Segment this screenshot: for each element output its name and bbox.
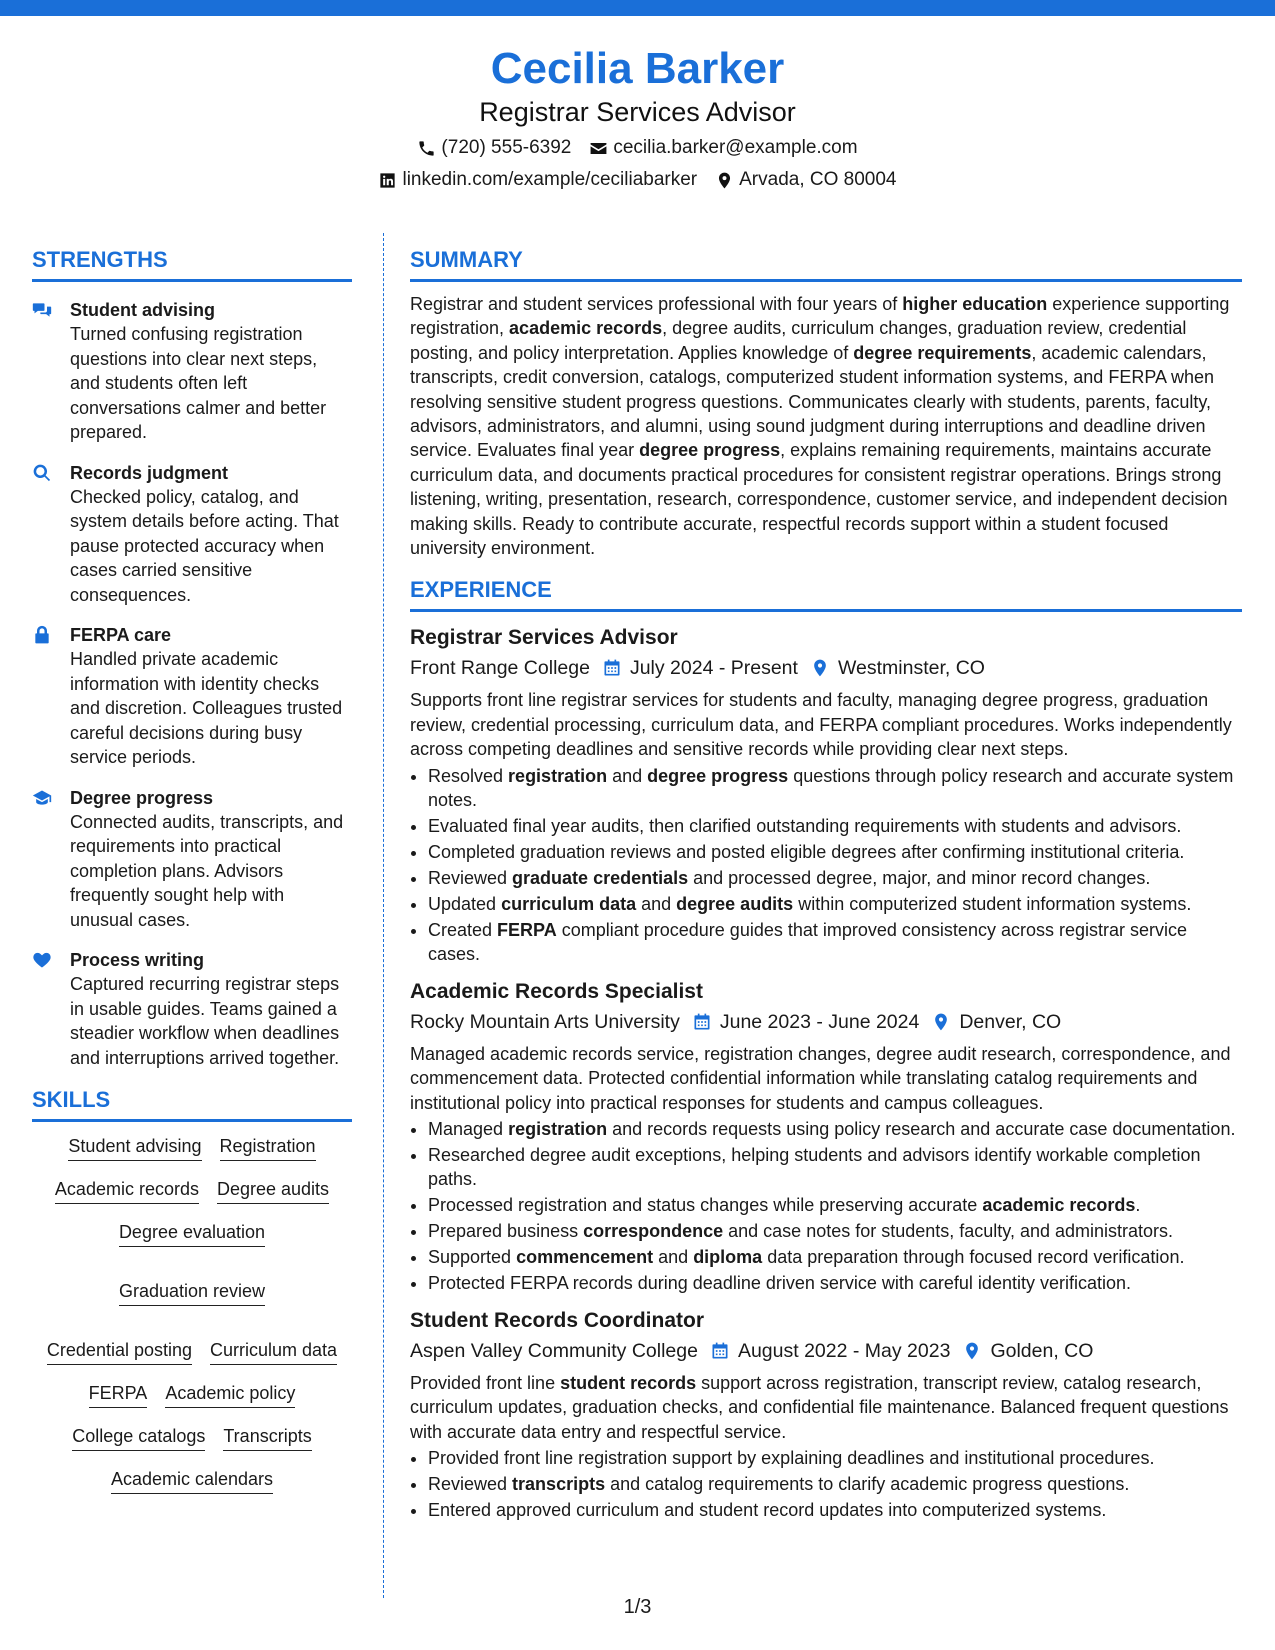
bullet-item: • Updated curriculum data and degree audits within computerized student information systems. [428, 892, 1242, 916]
candidate-name: Cecilia Barker [490, 44, 785, 93]
job-company: Rocky Mountain Arts University [410, 1010, 680, 1033]
bold-keyword: degree progress [647, 765, 789, 786]
skill-tag: Academic records [55, 1177, 199, 1204]
bullet-item: • Provided front line registration support by explaining deadlines and institutional procedures. [428, 1446, 1242, 1470]
job-bullets [410, 1117, 1242, 1295]
bullet-item: • Entered approved curriculum and student record updates into computerized systems. [428, 1498, 1242, 1522]
calendar-icon [710, 1341, 730, 1361]
skill-tag: Academic policy [165, 1381, 295, 1408]
resume-header [0, 42, 1275, 192]
job-company: Aspen Valley Community College [410, 1339, 698, 1362]
bold-keyword: transcripts [512, 1474, 606, 1495]
summary-heading: SUMMARY [410, 246, 1242, 282]
lock-icon [32, 625, 52, 645]
map-pin-icon [931, 1012, 951, 1032]
bold-keyword: FERPA [497, 919, 557, 940]
bullet-item: • Supported commencement and diploma data preparation through focused record verification. [428, 1245, 1242, 1269]
calendar-icon [602, 658, 622, 678]
strength-title: Degree progress [70, 787, 214, 808]
job-dates: August 2022 - May 2023 [737, 1339, 951, 1362]
skill-tag: Transcripts [223, 1424, 311, 1451]
job-title: Registrar Services Advisor [410, 626, 678, 650]
strength-desc: Checked policy, catalog, and system details before acting. That pause protected accuracy when cases carried sensitive consequences. [70, 486, 339, 605]
linkedin-contact[interactable] [378, 168, 697, 192]
bold-keyword: academic records [982, 1194, 1136, 1215]
skill-tag: Academic calendars [111, 1467, 273, 1494]
job-description: Provided front line student records support across registration, transcript review, catalog research, curriculum updates, graduation checks, and confidential file maintenance. Balanced frequent questions with accurate data entry and respectful service. [410, 1372, 1229, 1442]
bold-keyword: degree requirements [853, 342, 1032, 363]
email-text[interactable]: cecilia.barker@example.com [613, 137, 858, 158]
strength-desc: Turned confusing registration questions into clear next steps, and students often left conversations calmer and better prepared. [70, 324, 327, 442]
job-location: Westminster, CO [837, 657, 985, 680]
strength-desc: Connected audits, transcripts, and requirements into practical completion plans. Advisors frequently sought help with unusual cases. [70, 811, 344, 930]
bold-keyword: academic records [509, 318, 663, 339]
experience-list [410, 624, 1242, 1522]
envelope-icon [589, 139, 608, 158]
skill-tag: Registration [220, 1134, 316, 1161]
phone-contact [417, 136, 571, 160]
map-pin-icon [715, 171, 734, 190]
column-divider [383, 233, 384, 1598]
strength-title: Student advising [70, 300, 216, 320]
chat-bubbles-icon [32, 300, 52, 320]
map-pin-icon [962, 1341, 982, 1361]
job-entry [410, 1307, 1242, 1522]
bold-keyword: commencement [516, 1246, 654, 1267]
job-bullets [410, 764, 1242, 966]
skills-heading: SKILLS [32, 1086, 352, 1122]
heart-icon [32, 950, 52, 970]
bullet-item: • Reviewed transcripts and catalog requirements to clarify academic progress questions. [428, 1472, 1242, 1496]
candidate-title: Registrar Services Advisor [479, 97, 796, 127]
bold-keyword: higher education [902, 294, 1048, 314]
experience-heading: EXPERIENCE [410, 576, 1242, 612]
page-number: 1/3 [623, 1596, 652, 1618]
strengths-heading: STRENGTHS [32, 246, 352, 282]
job-description: Supports front line registrar services for students and faculty, managing degree progress, graduation review, credential processing, curriculum data, and FERPA compliant procedures. Works independently across competing deadlines and sensitive records while providing clear next steps. [410, 690, 1232, 760]
job-entry [410, 624, 1242, 965]
job-dates: June 2023 - June 2024 [719, 1010, 920, 1033]
job-meta [410, 1337, 1242, 1365]
bold-keyword: correspondence [583, 1220, 724, 1241]
strength-item [32, 623, 352, 770]
strengths-list [32, 298, 352, 1070]
bold-keyword: degree audits [676, 893, 794, 914]
job-bullets [410, 1446, 1242, 1522]
job-description: Managed academic records service, registration changes, degree audit research, correspondence, and commencement data. Protected confidential information while translating catalog requirements and institutional policy into practical responses for students and campus colleagues. [410, 1043, 1231, 1113]
bullet-item: • Completed graduation reviews and posted eligible degrees after confirming institutional criteria. [428, 840, 1242, 864]
bullet-item: • Prepared business correspondence and case notes for students, faculty, and administrators. [428, 1219, 1242, 1243]
bold-keyword: student records [560, 1372, 697, 1393]
bullet-item: • Evaluated final year audits, then clarified outstanding requirements with students and advisors. [428, 814, 1242, 838]
job-location: Golden, CO [990, 1339, 1094, 1362]
bullet-item: • Reviewed graduate credentials and processed degree, major, and minor record changes. [428, 866, 1242, 890]
top-accent-bar [0, 0, 1275, 16]
left-column [32, 246, 352, 1494]
job-title: Academic Records Specialist [410, 979, 703, 1003]
strength-desc: Captured recurring registrar steps in usable guides. Teams gained a steadier workflow when deadlines and interruptions arrived together. [70, 974, 340, 1068]
skill-tag: Degree audits [217, 1177, 329, 1204]
strength-title: Records judgment [70, 462, 229, 483]
strength-item [32, 948, 352, 1070]
email-contact[interactable] [589, 136, 857, 160]
map-pin-icon [810, 658, 830, 678]
linkedin-text[interactable]: linkedin.com/example/ceciliabarker [402, 169, 698, 190]
graduation-cap-icon [32, 788, 52, 808]
bold-keyword: diploma [693, 1246, 763, 1267]
job-meta [410, 654, 1242, 682]
bullet-item: • Processed registration and status changes while preserving accurate academic records. [428, 1193, 1242, 1217]
strength-title: FERPA care [70, 625, 172, 645]
contact-line-1 [0, 136, 1275, 160]
skills-list [32, 1134, 352, 1494]
calendar-icon [692, 1012, 712, 1032]
bold-keyword: registration [508, 1118, 608, 1139]
bold-keyword: registration [508, 765, 608, 786]
bold-keyword: graduate credentials [512, 867, 689, 888]
strength-title: Process writing [70, 950, 205, 970]
skill-tag: Curriculum data [210, 1338, 337, 1365]
job-entry [410, 978, 1242, 1295]
strength-item [32, 786, 352, 933]
location-contact [715, 168, 896, 192]
strength-item [32, 298, 352, 445]
skill-tag: College catalogs [72, 1424, 205, 1451]
bullet-item: • Protected FERPA records during deadline driven service with careful identity verification. [428, 1271, 1242, 1295]
job-meta [410, 1008, 1242, 1036]
phone-text: (720) 555-6392 [441, 137, 572, 158]
location-text: Arvada, CO 80004 [739, 169, 897, 190]
linkedin-icon [378, 171, 397, 190]
bullet-item: • Managed registration and records requests using policy research and accurate case documentation. [428, 1117, 1242, 1141]
phone-icon [417, 139, 436, 158]
bold-keyword: degree progress [639, 440, 781, 461]
job-dates: July 2024 - Present [629, 657, 798, 680]
job-location: Denver, CO [959, 1010, 1062, 1033]
contact-line-2 [0, 168, 1275, 192]
strength-item [32, 461, 352, 608]
job-title: Student Records Coordinator [410, 1308, 705, 1332]
skill-tag: Degree evaluation [119, 1220, 265, 1247]
bullet-item: • Researched degree audit exceptions, helping students and advisors identify workable completion paths. [428, 1143, 1242, 1191]
skill-tag: Student advising [68, 1134, 201, 1161]
right-column [410, 246, 1242, 1524]
search-icon [32, 463, 52, 483]
job-company: Front Range College [410, 657, 590, 680]
skill-tag: Graduation review [119, 1279, 265, 1306]
bold-keyword: curriculum data [501, 893, 637, 914]
summary-text: Registrar and student services professional with four years of higher education experience supporting registration, academic records, degree audits, curriculum changes, graduation review, credential posting, and policy interpretation. Applies knowledge of degree requirements, academic calendars, transcripts, credit conversion, catalogs, computerized student information systems, and FERPA when resolving sensitive student progress questions. Communicates clearly with students, parents, faculty, advisors, administrators, and alumni, using sound judgment during interruptions and deadline driven service. Evaluates final year degree progress, explains remaining requirements, maintains accurate curriculum data, and documents practical procedures for consistent registrar operations. Brings strong listening, writing, presentation, research, correspondence, customer service, and independent decision making skills. Ready to contribute accurate, respectful records support within a student focused university environment. [410, 294, 1230, 559]
skill-tag: Credential posting [47, 1338, 192, 1365]
bullet-item: • Resolved registration and degree progress questions through policy research and accurate system notes. [428, 764, 1242, 812]
skill-tag: FERPA [89, 1381, 148, 1408]
strength-desc: Handled private academic information with identity checks and discretion. Colleagues trusted careful decisions during busy service periods. [70, 649, 343, 767]
bullet-item: • Created FERPA compliant procedure guides that improved consistency across registrar service cases. [428, 918, 1242, 966]
